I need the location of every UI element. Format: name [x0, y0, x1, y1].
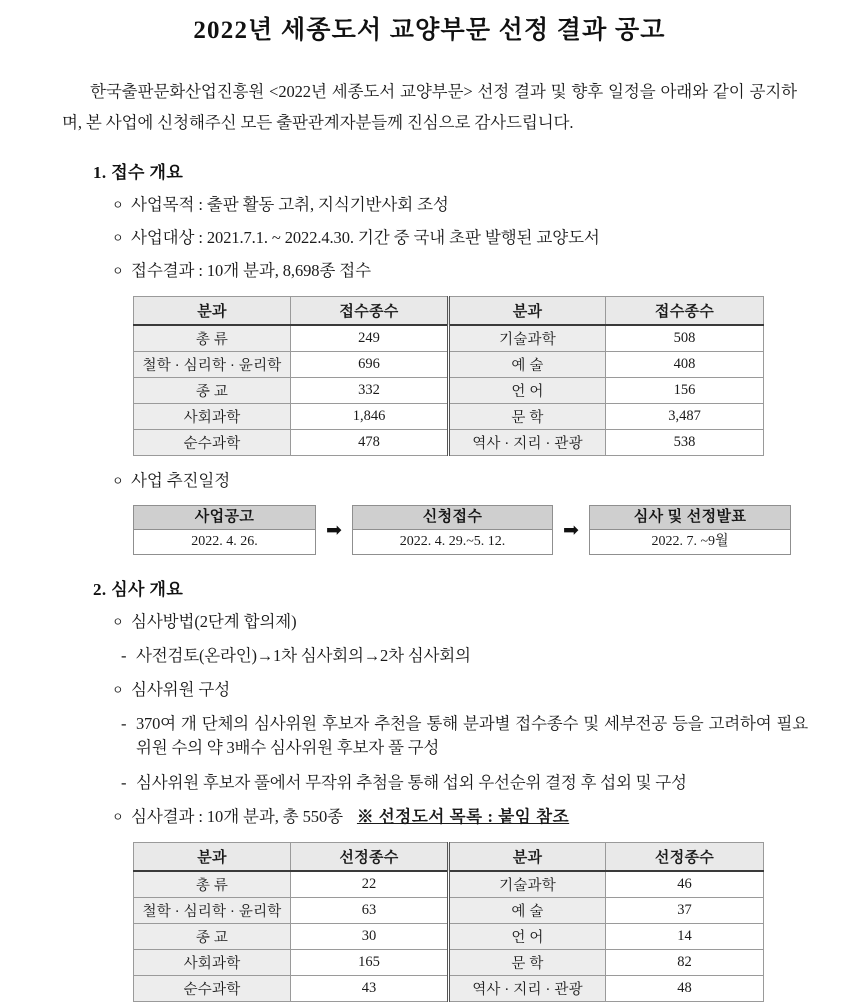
cell-selected: 63 [291, 898, 449, 924]
dash-review-stages-text: 사전검토(온라인)→1차 심사회의→2차 심사회의 [136, 646, 471, 665]
bullet-marker-icon: ㅇ [112, 231, 124, 245]
receipt-table-wrapper [133, 296, 763, 456]
bullet-schedule [112, 470, 859, 492]
section2-heading: 2. 심사 개요 [93, 580, 184, 599]
col-header-category-left: 분과 [134, 297, 291, 326]
cell-count: 478 [291, 430, 449, 456]
cell-category: 역사 · 지리 · 관광 [449, 976, 606, 1002]
cell-category: 철학 · 심리학 · 윤리학 [134, 898, 291, 924]
section-review-overview [0, 575, 859, 1002]
cell-category: 철학 · 심리학 · 윤리학 [134, 352, 291, 378]
col-header-selected-left: 선정종수 [291, 843, 449, 872]
cell-category: 언 어 [449, 924, 606, 950]
arrow-right-icon: ➡ [326, 518, 342, 541]
cell-category: 종 교 [134, 378, 291, 404]
bullet-marker-icon: ㅇ [112, 810, 124, 824]
cell-count: 696 [291, 352, 449, 378]
arrow-right-icon: ➡ [563, 518, 579, 541]
bullet-review-result-text [131, 806, 859, 828]
project-timeline-flow [133, 505, 859, 555]
cell-category: 순수과학 [134, 430, 291, 456]
receipt-counts-table [133, 296, 764, 456]
table-row [134, 325, 764, 352]
col-header-count-left: 접수종수 [291, 297, 449, 326]
cell-selected: 37 [606, 898, 764, 924]
table-header-row [134, 843, 764, 872]
cell-category: 종 교 [134, 924, 291, 950]
cell-category: 사회과학 [134, 404, 291, 430]
section1-heading: 1. 접수 개요 [93, 163, 184, 182]
dash-marker-icon: - [121, 773, 127, 792]
section-receipt-overview [0, 158, 859, 555]
bullet-review-method [112, 611, 859, 633]
bullet-purpose [112, 194, 859, 216]
cell-category: 총 류 [134, 325, 291, 352]
timeline-step-period: 2022. 7. ~9월 [590, 530, 790, 554]
bullet-review-result [112, 806, 859, 828]
table-row [134, 976, 764, 1002]
selected-counts-table [133, 842, 764, 1002]
dash-committee-pool [121, 712, 859, 760]
table-header-row [134, 297, 764, 326]
timeline-step-period: 2022. 4. 29.~5. 12. [353, 530, 552, 554]
col-header-category-right: 분과 [449, 297, 606, 326]
cell-selected: 46 [606, 871, 764, 898]
table-row [134, 352, 764, 378]
table-row [134, 871, 764, 898]
bullet-schedule-text: 사업 추진일정 [131, 471, 231, 490]
cell-category: 문 학 [449, 404, 606, 430]
table-row [134, 898, 764, 924]
cell-category: 기술과학 [449, 871, 606, 898]
col-header-count-right: 접수종수 [606, 297, 764, 326]
table-row [134, 430, 764, 456]
bullet-target [112, 227, 859, 249]
bullet-marker-icon: ㅇ [112, 683, 124, 697]
cell-selected: 82 [606, 950, 764, 976]
bullet-marker-icon: ㅇ [112, 264, 124, 278]
cell-category: 역사 · 지리 · 관광 [449, 430, 606, 456]
dash-committee-pool-text: 370여 개 단체의 심사위원 후보자 추천을 통해 분과별 접수종수 및 세부전공 등을 고려하여 필요 위원 수의 약 3배수 심사위원 후보자 풀 구성 [136, 714, 808, 757]
timeline-step-review-announcement [589, 505, 791, 555]
bullet-marker-icon: ㅇ [112, 474, 124, 488]
attachment-note: ※ 선정도서 목록 : 붙임 참조 [356, 807, 570, 826]
dash-marker-icon: - [121, 714, 127, 733]
table-row [134, 924, 764, 950]
table-row [134, 404, 764, 430]
intro-paragraph: 한국출판문화산업진흥원 <2022년 세종도서 교양부문> 선정 결과 및 향후 일정을 아래와 같이 공지하며, 본 사업에 신청해주신 모든 출판관계자분들께 진심으로 감사드립니다. [62, 82, 797, 132]
timeline-step-title: 심사 및 선정발표 [590, 506, 790, 530]
col-header-selected-right: 선정종수 [606, 843, 764, 872]
cell-selected: 48 [606, 976, 764, 1002]
cell-category: 기술과학 [449, 325, 606, 352]
cell-category: 사회과학 [134, 950, 291, 976]
review-result-value: 심사결과 : 10개 분과, 총 550종 [131, 807, 343, 826]
cell-selected: 14 [606, 924, 764, 950]
cell-selected: 165 [291, 950, 449, 976]
cell-category: 문 학 [449, 950, 606, 976]
cell-selected: 22 [291, 871, 449, 898]
cell-count: 538 [606, 430, 764, 456]
bullet-marker-icon: ㅇ [112, 198, 124, 212]
bullet-committee-composition [112, 679, 859, 701]
timeline-step-application [352, 505, 553, 555]
cell-count: 3,487 [606, 404, 764, 430]
dash-review-stages [121, 644, 859, 668]
cell-category: 순수과학 [134, 976, 291, 1002]
bullet-committee-composition-text: 심사위원 구성 [131, 680, 231, 699]
col-header-category-right: 분과 [449, 843, 606, 872]
table-row [134, 950, 764, 976]
cell-category: 언 어 [449, 378, 606, 404]
cell-selected: 30 [291, 924, 449, 950]
timeline-step-announcement [133, 505, 316, 555]
bullet-target-text: 사업대상 : 2021.7.1. ~ 2022.4.30. 기간 중 국내 초판 발행된 교양도서 [131, 228, 600, 247]
dash-committee-selection [121, 771, 859, 795]
cell-category: 예 술 [449, 352, 606, 378]
bullet-purpose-text: 사업목적 : 출판 활동 고취, 지식기반사회 조성 [131, 195, 449, 214]
cell-count: 408 [606, 352, 764, 378]
timeline-step-title: 사업공고 [134, 506, 315, 530]
cell-selected: 43 [291, 976, 449, 1002]
cell-count: 1,846 [291, 404, 449, 430]
timeline-step-period: 2022. 4. 26. [134, 530, 315, 554]
cell-category: 예 술 [449, 898, 606, 924]
page-title: 2022년 세종도서 교양부문 선정 결과 공고 [193, 17, 666, 44]
cell-count: 332 [291, 378, 449, 404]
bullet-marker-icon: ㅇ [112, 615, 124, 629]
dash-marker-icon: - [121, 646, 127, 665]
timeline-step-title: 신청접수 [353, 506, 552, 530]
cell-count: 249 [291, 325, 449, 352]
bullet-receipt-result-text: 접수결과 : 10개 분과, 8,698종 접수 [131, 261, 371, 280]
bullet-review-method-text: 심사방법(2단계 합의제) [131, 612, 297, 631]
cell-count: 508 [606, 325, 764, 352]
dash-committee-selection-text: 심사위원 후보자 풀에서 무작위 추첨을 통해 섭외 우선순위 결정 후 섭외 및 구성 [136, 773, 687, 792]
selected-table-wrapper [133, 842, 763, 1002]
bullet-receipt-result [112, 260, 859, 282]
col-header-category-left: 분과 [134, 843, 291, 872]
table-row [134, 378, 764, 404]
cell-count: 156 [606, 378, 764, 404]
cell-category: 총 류 [134, 871, 291, 898]
